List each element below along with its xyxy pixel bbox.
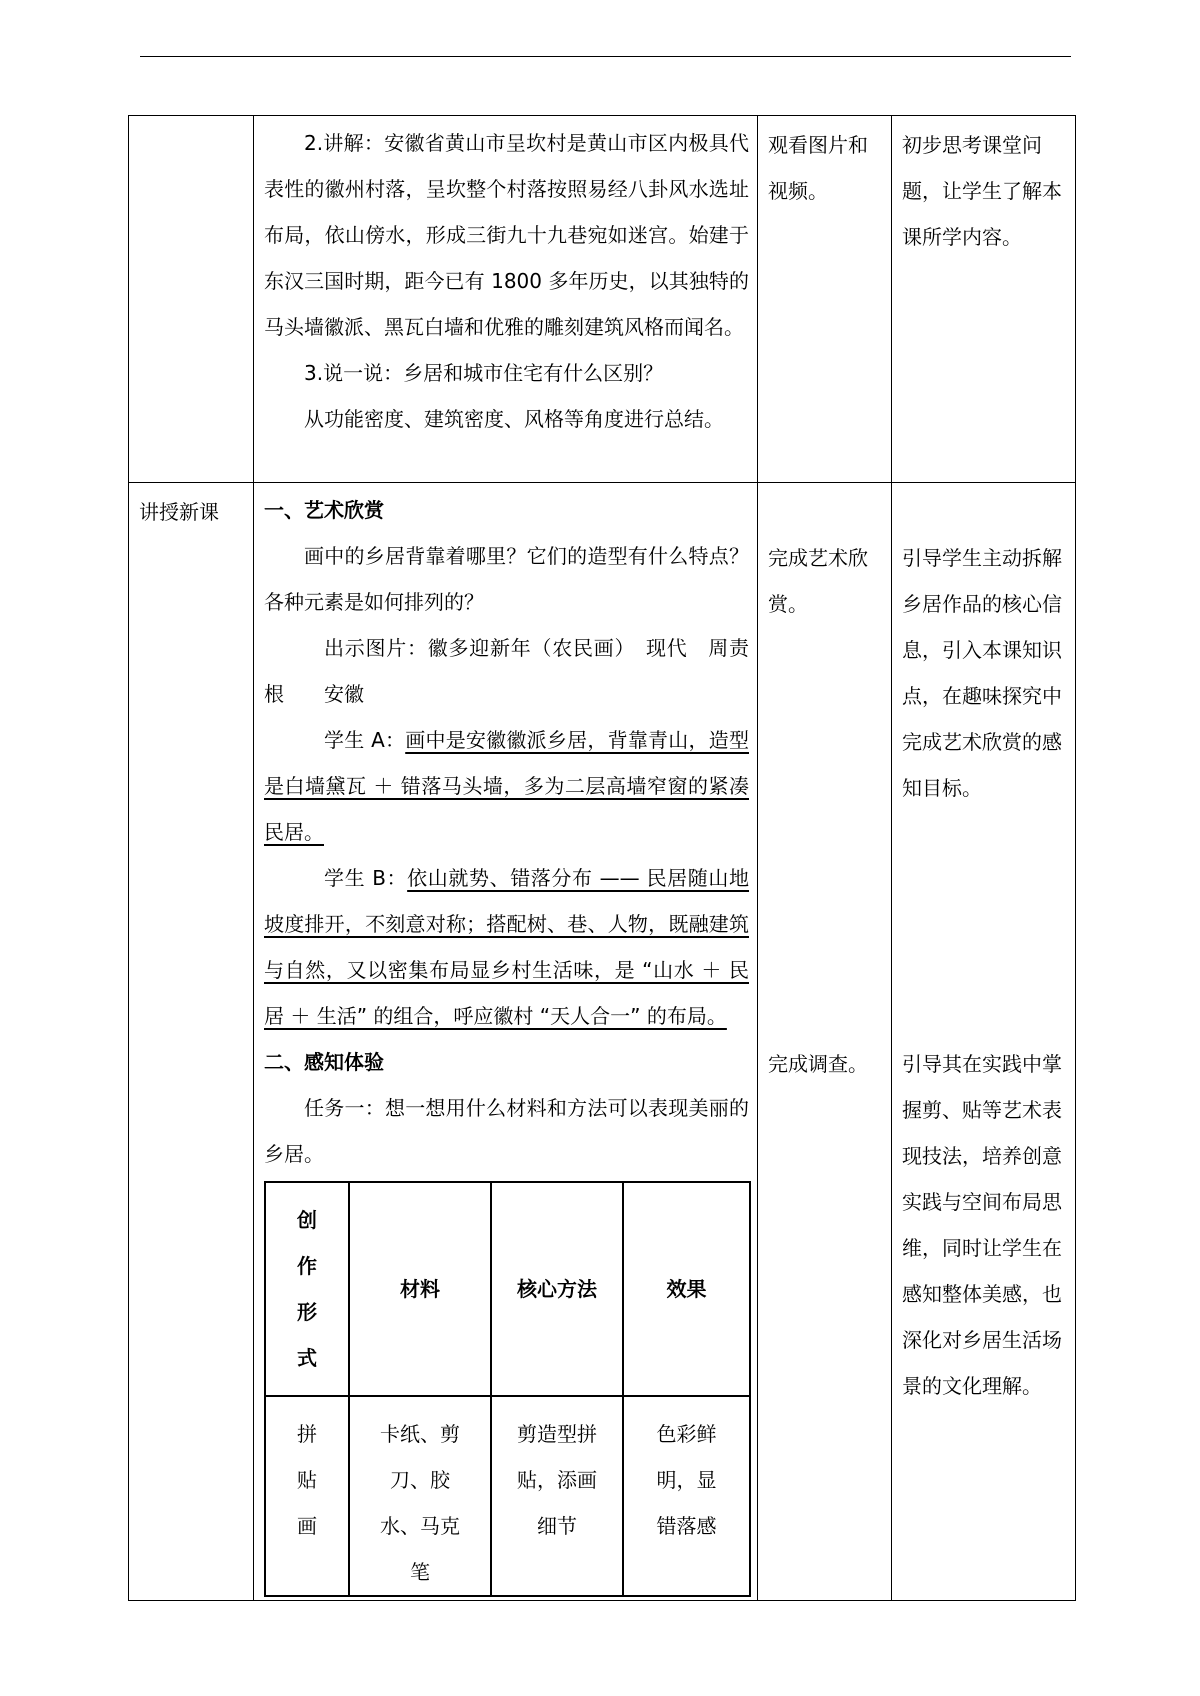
design-intent-cell: [892, 483, 1076, 1601]
header-material: 材料: [349, 1182, 491, 1396]
show-picture-text: 出示图片：徽多迎新年（农民画） 现代 周责根 安徽: [264, 636, 749, 706]
cell-core-method: 剪造型拼贴，添画细节: [491, 1396, 623, 1596]
lesson-plan-table: [128, 115, 1076, 1601]
cell-material: 卡纸、剪刀、胶水、马克笔: [349, 1396, 491, 1596]
design-intent-appreciation: 引导学生主动拆解乡居作品的核心信息，引入本课知识点，在趣味探究中完成艺术欣赏的感知目标。: [902, 546, 1062, 800]
student-b-label: 学生 B：: [324, 866, 408, 890]
student-activity-text: 观看图片和视频。: [768, 133, 868, 203]
appreciation-question: 画中的乡居背靠着哪里？它们的造型有什么特点？各种元素是如何排列的？: [264, 544, 749, 614]
student-activity-appreciation: 完成艺术欣赏。: [768, 546, 868, 616]
table-row: [265, 1182, 750, 1396]
student-activity-cell: [758, 116, 892, 483]
student-a-text: 画中是安徽徽派乡居，背靠青山，造型是白墙黛瓦 ＋ 错落马头墙，多为二层高墙窄窗的紧凑民居。: [264, 728, 749, 844]
task-one-text: 任务一：想一想用什么材料和方法可以表现美丽的乡居。: [264, 1096, 749, 1166]
student-activity-survey: 完成调查。: [768, 1052, 868, 1076]
header-core-method: 核心方法: [491, 1182, 623, 1396]
summary-text: 从功能密度、建筑密度、风格等角度进行总结。: [304, 407, 724, 431]
student-a-answer: [264, 717, 749, 855]
section-title-experience: 二、感知体验: [264, 1050, 384, 1074]
header-creation-form: 创作形式: [265, 1182, 349, 1396]
explanation-text: 2.讲解：安徽省黄山市呈坎村是黄山市区内极具代表性的徽州村落，呈坎整个村落按照易经八卦风水选址布局，依山傍水，形成三街九十九巷宛如迷宫。始建于东汉三国时期，距今已有 1800 多年历史，以其独特的马头墙徽派、黑瓦白墙和优雅的雕刻建筑风格而闻名。: [264, 131, 749, 339]
stage-cell: [129, 483, 254, 1601]
teacher-activity-cell: [254, 483, 758, 1601]
discussion-question: 3.说一说：乡居和城市住宅有什么区别？: [304, 361, 664, 385]
student-activity-cell: [758, 483, 892, 1601]
design-intent-cell: [892, 116, 1076, 483]
header-rule: [140, 56, 1071, 57]
table-row: [129, 116, 1076, 483]
header-effect: 效果: [623, 1182, 750, 1396]
student-a-label: 学生 A：: [324, 728, 406, 752]
design-intent-practice: 引导其在实践中掌握剪、贴等艺术表现技法，培养创意实践与空间布局思维，同时让学生在感知整体美感，也深化对乡居生活场景的文化理解。: [902, 1052, 1062, 1398]
table-row: [129, 483, 1076, 1601]
teacher-activity-cell: [254, 116, 758, 483]
materials-table: [264, 1181, 751, 1597]
table-row: [265, 1396, 750, 1596]
cell-creation-form: 拼贴画: [265, 1396, 349, 1596]
student-b-answer: [264, 855, 749, 1039]
stage-cell: [129, 116, 254, 483]
design-intent-text: 初步思考课堂问题，让学生了解本课所学内容。: [902, 133, 1062, 249]
section-title-appreciation: 一、艺术欣赏: [264, 498, 384, 522]
student-b-text: 依山就势、错落分布 —— 民居随山地坡度排开，不刻意对称；搭配树、巷、人物，既融建筑与自然，又以密集布局显乡村生活味，是 “山水 ＋ 民居 ＋ 生活” 的组合，呼应徽村 “天人合一” 的布局。: [264, 866, 750, 1028]
stage-label: 讲授新课: [139, 500, 219, 524]
cell-effect: 色彩鲜明，显错落感: [623, 1396, 750, 1596]
